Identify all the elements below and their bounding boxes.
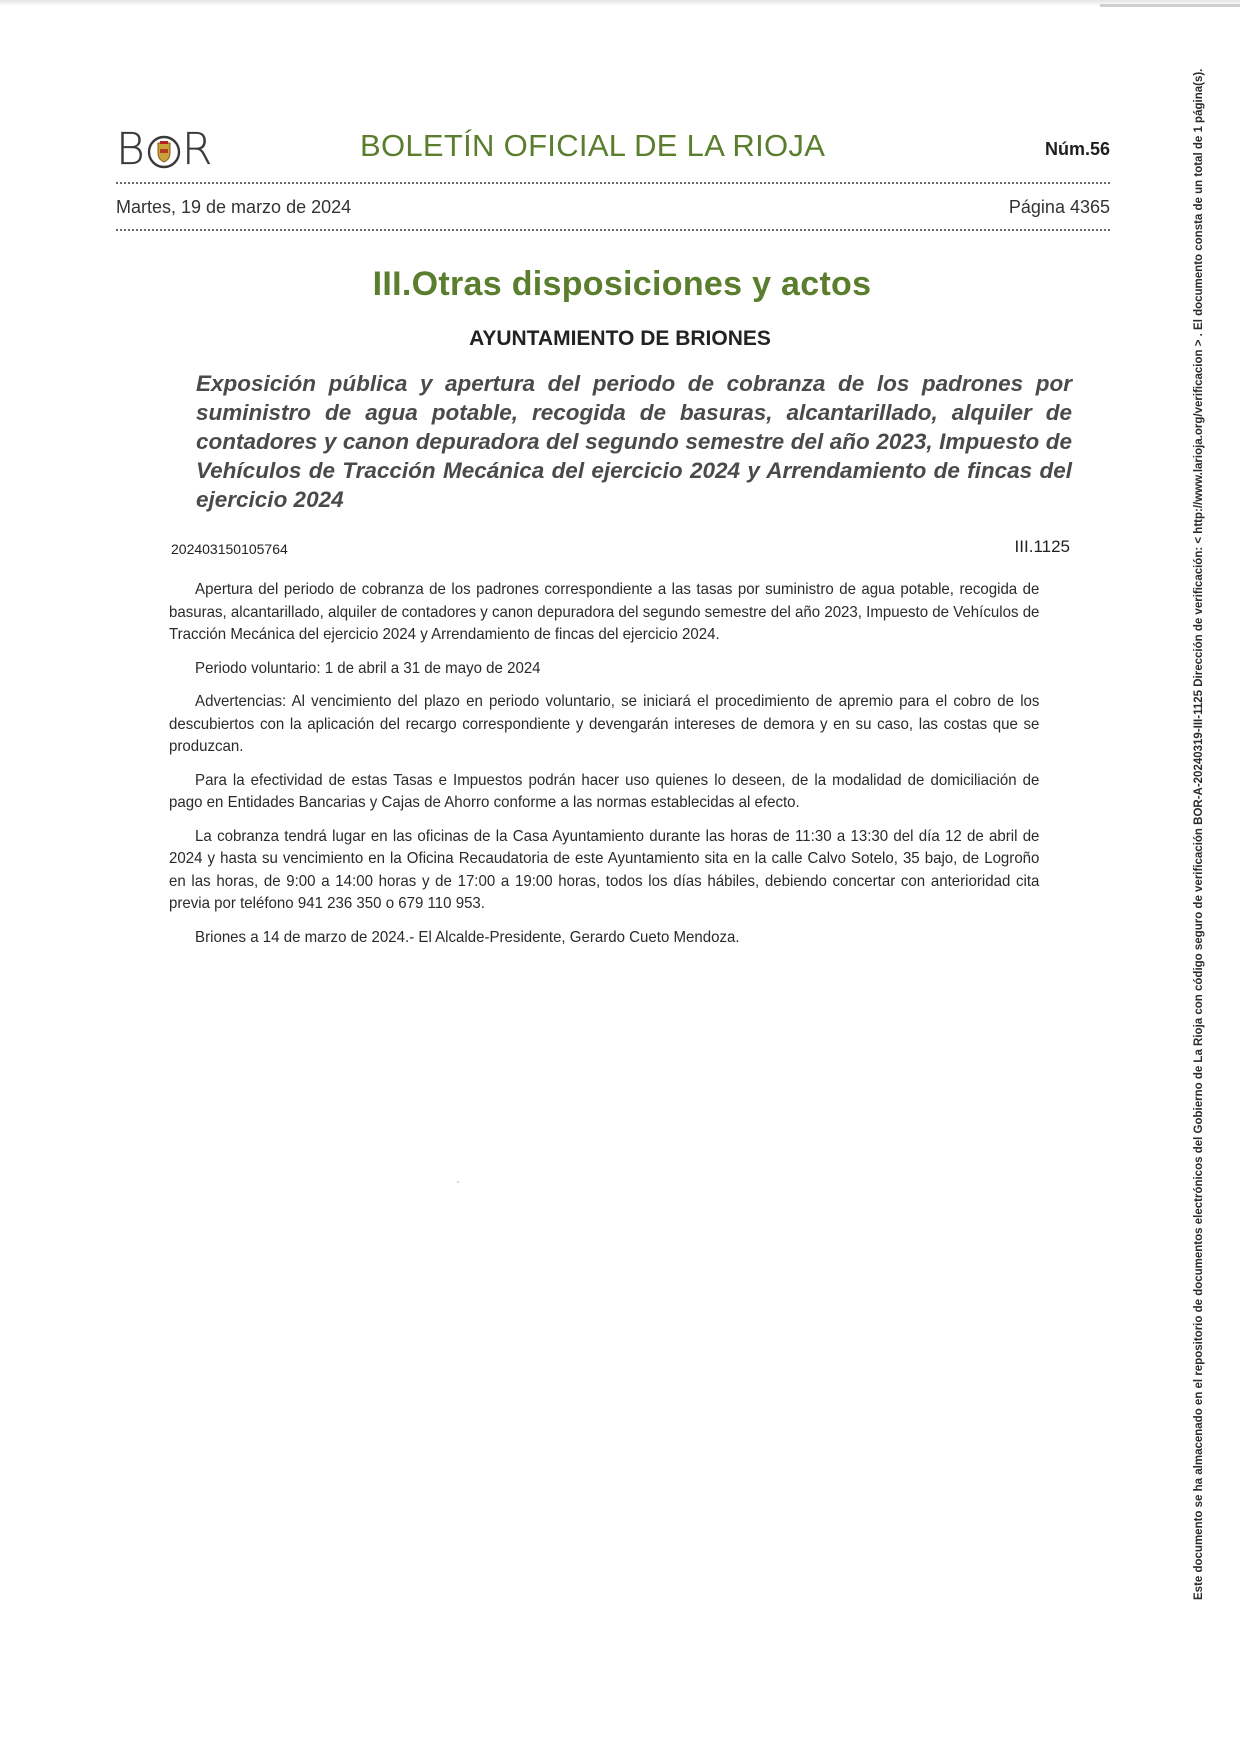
reference-code: 202403150105764 <box>171 541 288 557</box>
page-number: Página 4365 <box>1008 197 1110 217</box>
section-title-text: III.Otras disposiciones y actos <box>372 265 872 303</box>
bulletin-title: BOLETÍN OFICIAL DE LA RIOJA <box>360 128 826 163</box>
bor-logo <box>116 124 213 174</box>
logo-letter-r: R <box>181 123 214 175</box>
reference-number: III.1125 <box>1014 537 1070 556</box>
section-title <box>0 265 1240 304</box>
body-paragraph-collection: La cobranza tendrá lugar en las oficinas de la Casa Ayuntamiento durante las horas de 11:30 a 13:30 del día 12 de abril de 2024 y hasta su vencimiento en la Oficina Recaudatoria de este Ayuntamiento sita en la calle Calvo Sotelo, 35 bajo, de Logroño en las horas, de 9:00 a 14:00 horas y de 17:00 a 19:00 horas, todos los días hábiles, debiendo concertar con anterioridad cita previa por teléfono 941 236 350 o 679 110 953. <box>169 827 1040 912</box>
publication-date: Martes, 19 de marzo de 2024 <box>116 197 352 217</box>
scan-edge-corner <box>1100 4 1240 7</box>
header-divider-bottom <box>116 229 1110 231</box>
scan-speck <box>457 1181 459 1183</box>
body-paragraph-opening: Apertura del periodo de cobranza de los padrones correspondiente a las tasas por suministro de agua potable, recogida de basuras, alcantarillado, alquiler de contadores y canon depuradora del segundo semestre del año 2023, Impuesto de Vehículos de Tracción Mecánica del ejercicio 2024 y Arrendamiento de fincas del ejercicio 2024. <box>169 581 1040 643</box>
header-divider-top <box>116 182 1110 184</box>
announcement-summary: Exposición pública y apertura del periodo de cobranza de los padrones por suministro de agua potable, recogida de basuras, alcantarillado, alquiler de contadores y canon depuradora del segundo semestre del año 2023, Impuesto de Vehículos de Tracción Mecánica del ejercicio 2024 y Arrendamiento de fincas del ejercicio 2024 <box>196 371 1072 512</box>
logo-letter-b: B <box>116 123 146 175</box>
scan-edge <box>0 0 1240 6</box>
body-paragraph-direct-debit: Para la efectividad de estas Tasas e Impuestos podrán hacer uso quienes lo deseen, de la modalidad de domiciliación de pago en Entidades Bancarias y Cajas de Ahorro conforme a las normas establecidas al efecto. <box>169 771 1040 811</box>
body-paragraph-period: Periodo voluntario: 1 de abril a 31 de mayo de 2024 <box>195 659 541 677</box>
rioja-coat-of-arms-icon <box>147 130 181 168</box>
verification-note: Este documento se ha almacenado en el repositorio de documentos electrónicos del Gobierno de La Rioja con código seguro de verificación BOR-A-20240319-III-1125 Dirección de verificación: < http://www.larioja.org/verificacion > . El documento consta de un total de 1 página(s). <box>1193 68 1205 1600</box>
body-paragraph-warnings: Advertencias: Al vencimiento del plazo en periodo voluntario, se iniciará el procedimiento de apremio para el cobro de los descubiertos con la aplicación del recargo correspondiente y devengarán intereses de demora y en su caso, las costas que se produzcan. <box>169 693 1040 755</box>
issuing-entity: AYUNTAMIENTO DE BRIONES <box>469 327 771 350</box>
announcement-body <box>169 579 1039 960</box>
body-paragraph-signature: Briones a 14 de marzo de 2024.- El Alcalde-Presidente, Gerardo Cueto Mendoza. <box>195 928 740 946</box>
issue-number: Núm.56 <box>1044 139 1110 159</box>
